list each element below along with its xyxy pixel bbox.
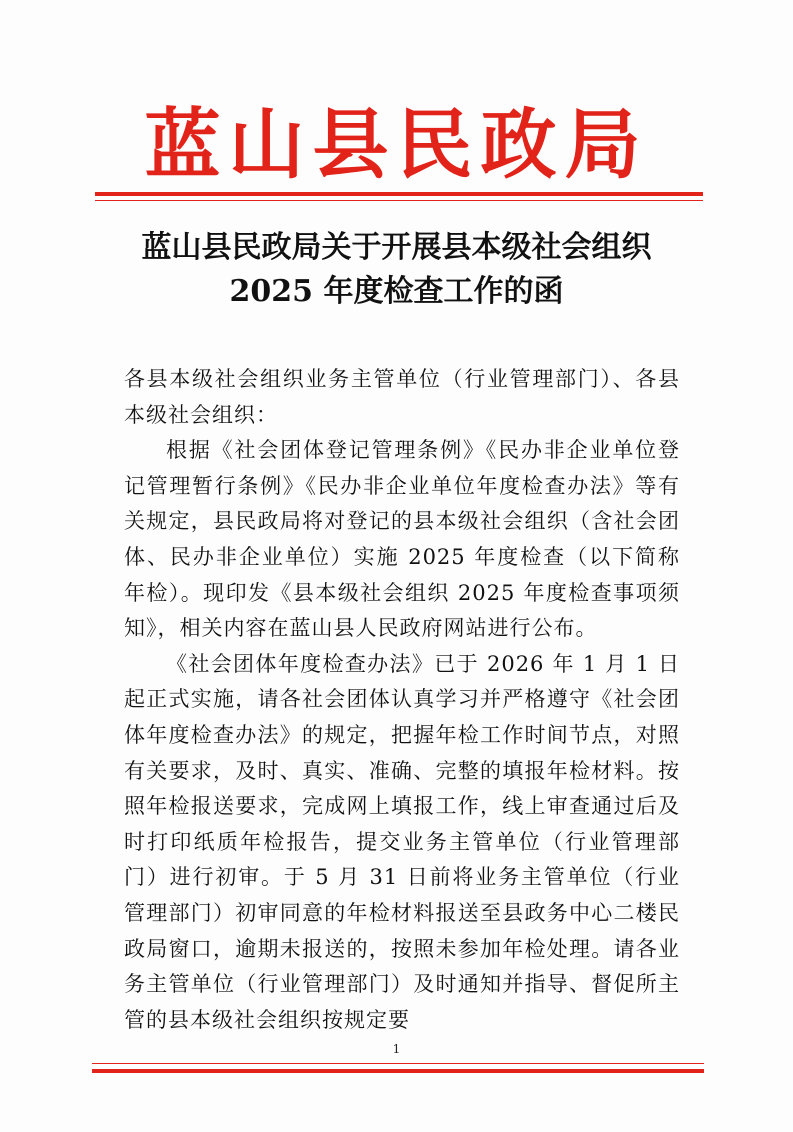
- page-number: 1: [392, 1042, 401, 1056]
- document-title: [0, 226, 793, 314]
- document-title-line1: 蓝山县民政局关于开展县本级社会组织: [141, 230, 652, 265]
- paragraph-2: 《社会团体年度检查办法》已于 2026 年 1 月 1 日起正式实施，请各社会团体认真学习并严格遵守《社会团体年度检查办法》的规定，把握年检工作时间节点，对照有关要求，及时、真实、准确、完整的填报年检材料。按照年检报送要求，完成网上填报工作，线上审查通过后及时打印纸质年检报告，提交业务主管单位（行业管理部门）进行初审。于 5 月 31 日前将业务主管单位（行业管理部门）初审同意的年检材料报送至县政务中心二楼民政局窗口，逾期未报送的，按照未参加年检处理。请各业务主管单位（行业管理部门）及时通知并指导、督促所主管的县本级社会组织按规定要: [124, 651, 680, 1032]
- footer-rule-thin: [92, 1063, 704, 1064]
- letterhead-rule-thin: [95, 200, 703, 201]
- salutation: 各县本级社会组织业务主管单位（行业管理部门）、各县本级社会组织：: [124, 367, 680, 427]
- letterhead-rule-thick: [95, 192, 703, 196]
- document-body: [124, 362, 680, 1038]
- document-title-line2: 2025 年度检查工作的函: [229, 274, 564, 309]
- footer-rule-thick: [92, 1069, 704, 1073]
- paragraph-1: 根据《社会团体登记管理条例》《民办非企业单位登记管理暂行条例》《民办非企业单位年度检查办法》等有关规定，县民政局将对登记的县本级社会组织（含社会团体、民办非企业单位）实施 2025 年度检查（以下简称年检）。现印发《县本级社会组织 2025 年度检查事项须知》，相关内容在蓝山县人民政府网站进行公布。: [124, 438, 680, 641]
- letterhead-title: 蓝山县民政局: [144, 100, 649, 189]
